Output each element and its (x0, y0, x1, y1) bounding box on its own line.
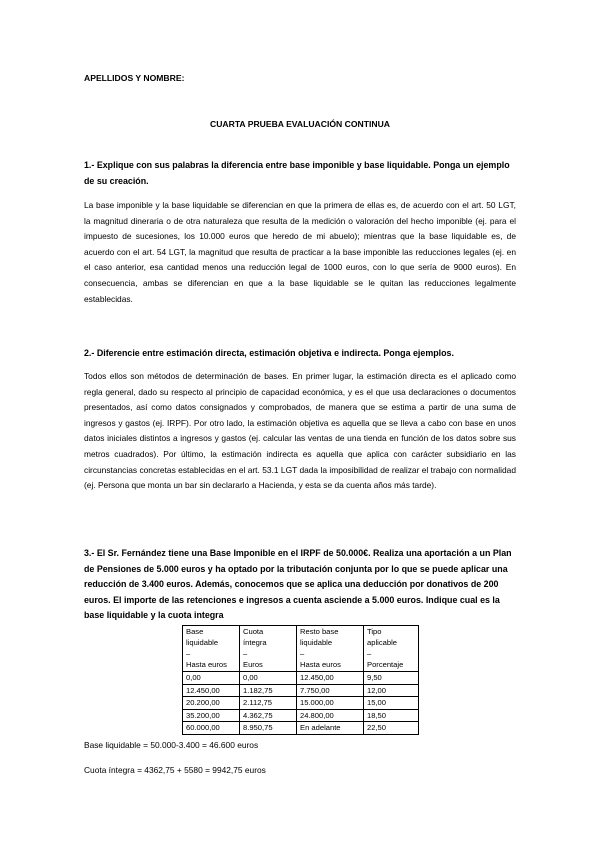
table-cell: En adelante (297, 722, 364, 735)
table-header-row (183, 626, 419, 672)
table-header-cell: Base liquidable – Hasta euros (183, 626, 240, 672)
table-header-cell: Resto base liquidable – Hasta euros (297, 626, 364, 672)
table-row (183, 672, 419, 685)
table-cell: 15.000,00 (297, 697, 364, 710)
question-2: 2.- Diferencie entre estimación directa, estimación objetiva e indirecta. Ponga ejemplos. (84, 348, 454, 358)
table-row (183, 697, 419, 710)
table-cell: 4.362,75 (240, 709, 297, 722)
table-header-cell: Tipo aplicable – Porcentaje (364, 626, 419, 672)
table-cell: 24.800,00 (297, 709, 364, 722)
table-cell: 12.450,00 (183, 684, 240, 697)
result-base-liquidable: Base liquidable = 50.000-3.400 = 46.600 euros (84, 740, 259, 750)
table-cell: 1.182,75 (240, 684, 297, 697)
table-row (183, 709, 419, 722)
table-row (183, 684, 419, 697)
table-cell: 0,00 (183, 672, 240, 685)
table-cell: 20.200,00 (183, 697, 240, 710)
table-cell: 18,50 (364, 709, 419, 722)
page-title: CUARTA PRUEBA EVALUACIÓN CONTINUA (210, 119, 390, 129)
table-cell: 12,00 (364, 684, 419, 697)
name-label: APELLIDOS Y NOMBRE: (84, 73, 185, 83)
tax-rate-table (182, 625, 419, 735)
table-cell: 9,50 (364, 672, 419, 685)
result-cuota-integra: Cuota íntegra = 4362,75 + 5580 = 9942,75 euros (84, 765, 266, 775)
question-3: 3.- El Sr. Fernández tiene una Base Imponible en el IRPF de 50.000€. Realiza una aportación a un Plan de Pensiones de 5.000 euros y ha optado por la tributación conjunta por lo que se puede aplicar una reducción de 3.400 euros. Además, conocemos que se aplica una deducción por donativos de 200 euros. El importe de las retenciones e ingresos a cuenta asciende a 5.000 euros. Indique cual es la base liquidable y la cuota integra (84, 548, 512, 621)
answer-2: Todos ellos son métodos de determinación de bases. En primer lugar, la estimación directa es el aplicado como regla general, dado su respecto al principio de capacidad económica, y es el que usa declaraciones o documentos presentados, así como datos consignados y comprobados, de manera que se estima a partir de una suma de ingresos y gastos (ej. IRPF). Por otro lado, la estimación objetiva es aquella que se lleva a cabo con base en unos datos iniciales distintos a ingresos y gastos (ej. calcular las ventas de una tienda en función de los datos sobre sus metros cuadrados). Por último, la estimación indirecta es aquella que aplica con carácter subsidiario en las circunstancias concretas establecidas en el art. 53.1 LGT dada la imposibilidad de realizar el trabajo con normalidad (ej. Persona que monta un bar sin declararlo a Hacienda, y esta se da cuenta años más tarde). (84, 371, 516, 491)
table-cell: 12.450,00 (297, 672, 364, 685)
answer-1: La base imponible y la base liquidable se diferencian en que la primera de ellas es, de acuerdo con el art. 50 LGT, la magnitud dineraria o de otra naturaleza que resulta de la medición o valoración del hecho imponible (ej. para el impuesto de sucesiones, los 10.000 euros que heredo de mi abuelo); mientras que la base liquidable es, de acuerdo con el art. 54 LGT, la magnitud que resulta de practicar a la base imponible las reducciones legales (ej. en el caso anterior, esa cantidad menos una reducción legal de 1000 euros, con lo que sería de 9000 euros). En consecuencia, ambas se diferencian en que a la base liquidable se le quitan las reducciones legalmente establecidas. (84, 200, 516, 304)
table-row (183, 722, 419, 735)
question-1: 1.- Explique con sus palabras la diferencia entre base imponible y base liquidable. Ponga un ejemplo de su creación. (84, 160, 510, 186)
table-cell: 8.950,75 (240, 722, 297, 735)
table-header-cell: Cuota íntegra – Euros (240, 626, 297, 672)
table-cell: 15,00 (364, 697, 419, 710)
table-cell: 60.000,00 (183, 722, 240, 735)
table-cell: 35.200,00 (183, 709, 240, 722)
table-cell: 0,00 (240, 672, 297, 685)
table-cell: 7.750,00 (297, 684, 364, 697)
table-cell: 22,50 (364, 722, 419, 735)
table-cell: 2.112,75 (240, 697, 297, 710)
